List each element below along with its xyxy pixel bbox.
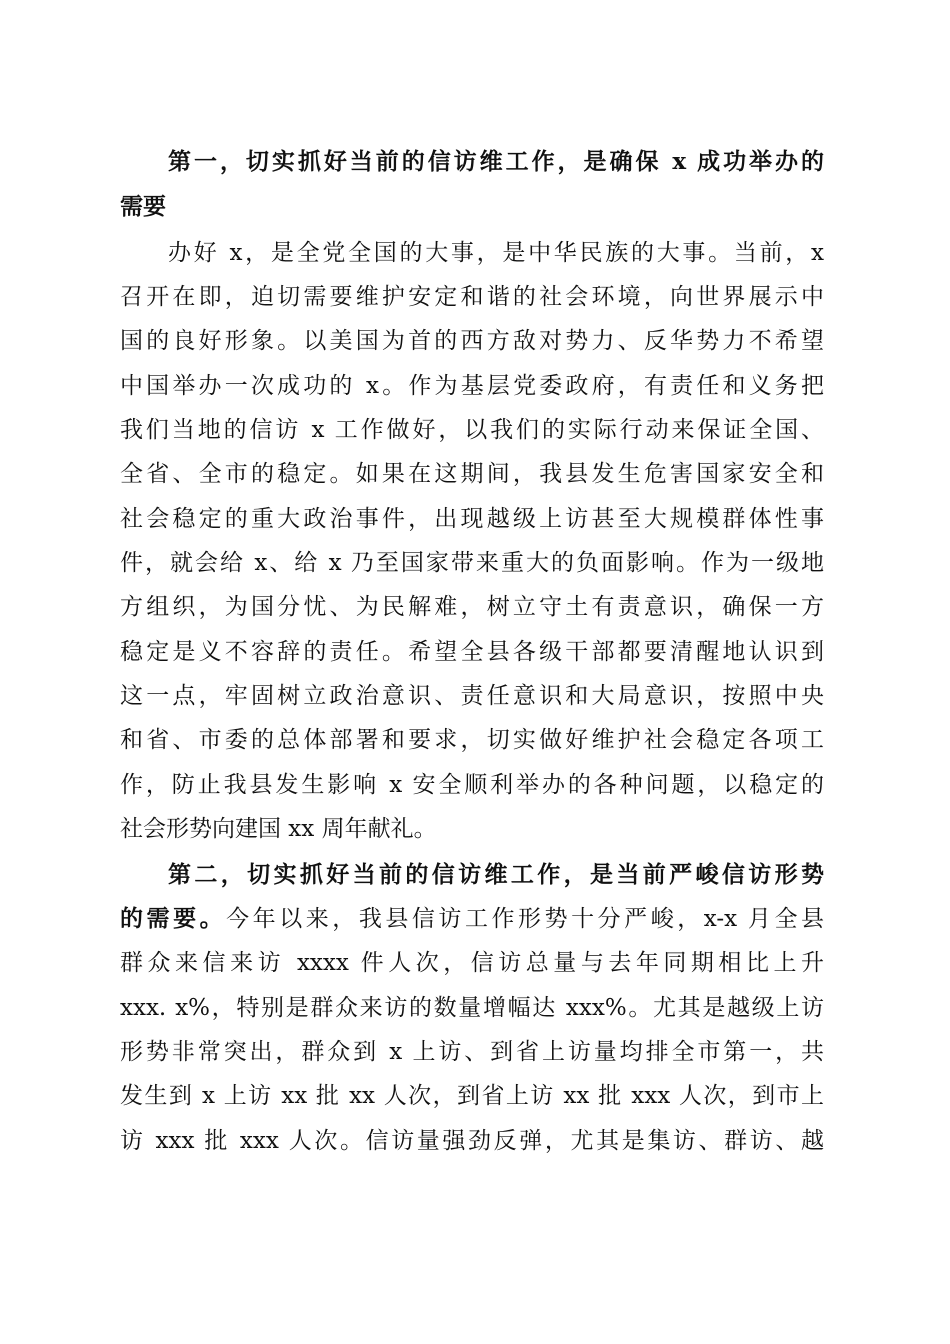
para1-line: 办好 x，是全党全国的大事，是中华民族的大事。当前，x — [168, 240, 824, 266]
para1-line: 全省、全市的稳定。如果在这期间，我县发生危害国家安全和 — [120, 461, 824, 487]
heading-second-line1: 第二，切实抓好当前的信访维工作，是当前严峻信访形势 — [168, 861, 824, 888]
heading-second-line2: 的需要。 — [120, 905, 227, 932]
para2-line: 访 xxx 批 xxx 人次。信访量强劲反弹，尤其是集访、群访、越 — [120, 1128, 824, 1154]
para1-line: 召开在即，迫切需要维护安定和谐的社会环境，向世界展示中 — [120, 284, 824, 310]
heading-first-line1: 第一，切实抓好当前的信访维工作，是确保 x 成功举办的 — [168, 148, 824, 175]
para2-line: 形势非常突出，群众到 x 上访、到省上访量均排全市第一，共 — [120, 1039, 824, 1065]
para1-line: 社会稳定的重大政治事件，出现越级上访甚至大规模群体性事 — [120, 506, 824, 532]
para2-line: 群众来信来访 xxxx 件人次，信访总量与去年同期相比上升 — [120, 950, 824, 976]
para1-line: 国的良好形象。以美国为首的西方敌对势力、反华势力不希望 — [120, 328, 824, 354]
para1-line: 这一点，牢固树立政治意识、责任意识和大局意识，按照中央 — [120, 683, 824, 709]
para1-line: 社会形势向建国 xx 周年献礼。 — [120, 816, 437, 842]
para1-line: 件，就会给 x、给 x 乃至国家带来重大的负面影响。作为一级地 — [120, 550, 824, 576]
para1-line: 我们当地的信访 x 工作做好，以我们的实际行动来保证全国、 — [120, 417, 824, 443]
heading-first-line2: 需要 — [120, 193, 166, 220]
para2-line-mixed — [120, 899, 824, 939]
para1-line: 中国举办一次成功的 x。作为基层党委政府，有责任和义务把 — [120, 373, 824, 399]
para1-line: 和省、市委的总体部署和要求，切实做好维护社会稳定各项工 — [120, 727, 824, 753]
para2-line: xxx. x%，特别是群众来访的数量增幅达 xxx%。尤其是越级上访 — [120, 995, 824, 1021]
para2-line: 发生到 x 上访 xx 批 xx 人次，到省上访 xx 批 xxx 人次，到市上 — [120, 1083, 824, 1109]
para1-line: 稳定是义不容辞的责任。希望全县各级干部都要清醒地认识到 — [120, 639, 824, 665]
para2-line2-text: 今年以来，我县信访工作形势十分严峻，x-x 月全县 — [226, 906, 824, 932]
para1-line: 方组织，为国分忧、为民解难，树立守土有责意识，确保一方 — [120, 594, 824, 620]
para1-line: 作，防止我县发生影响 x 安全顺利举办的各种问题，以稳定的 — [120, 772, 824, 798]
